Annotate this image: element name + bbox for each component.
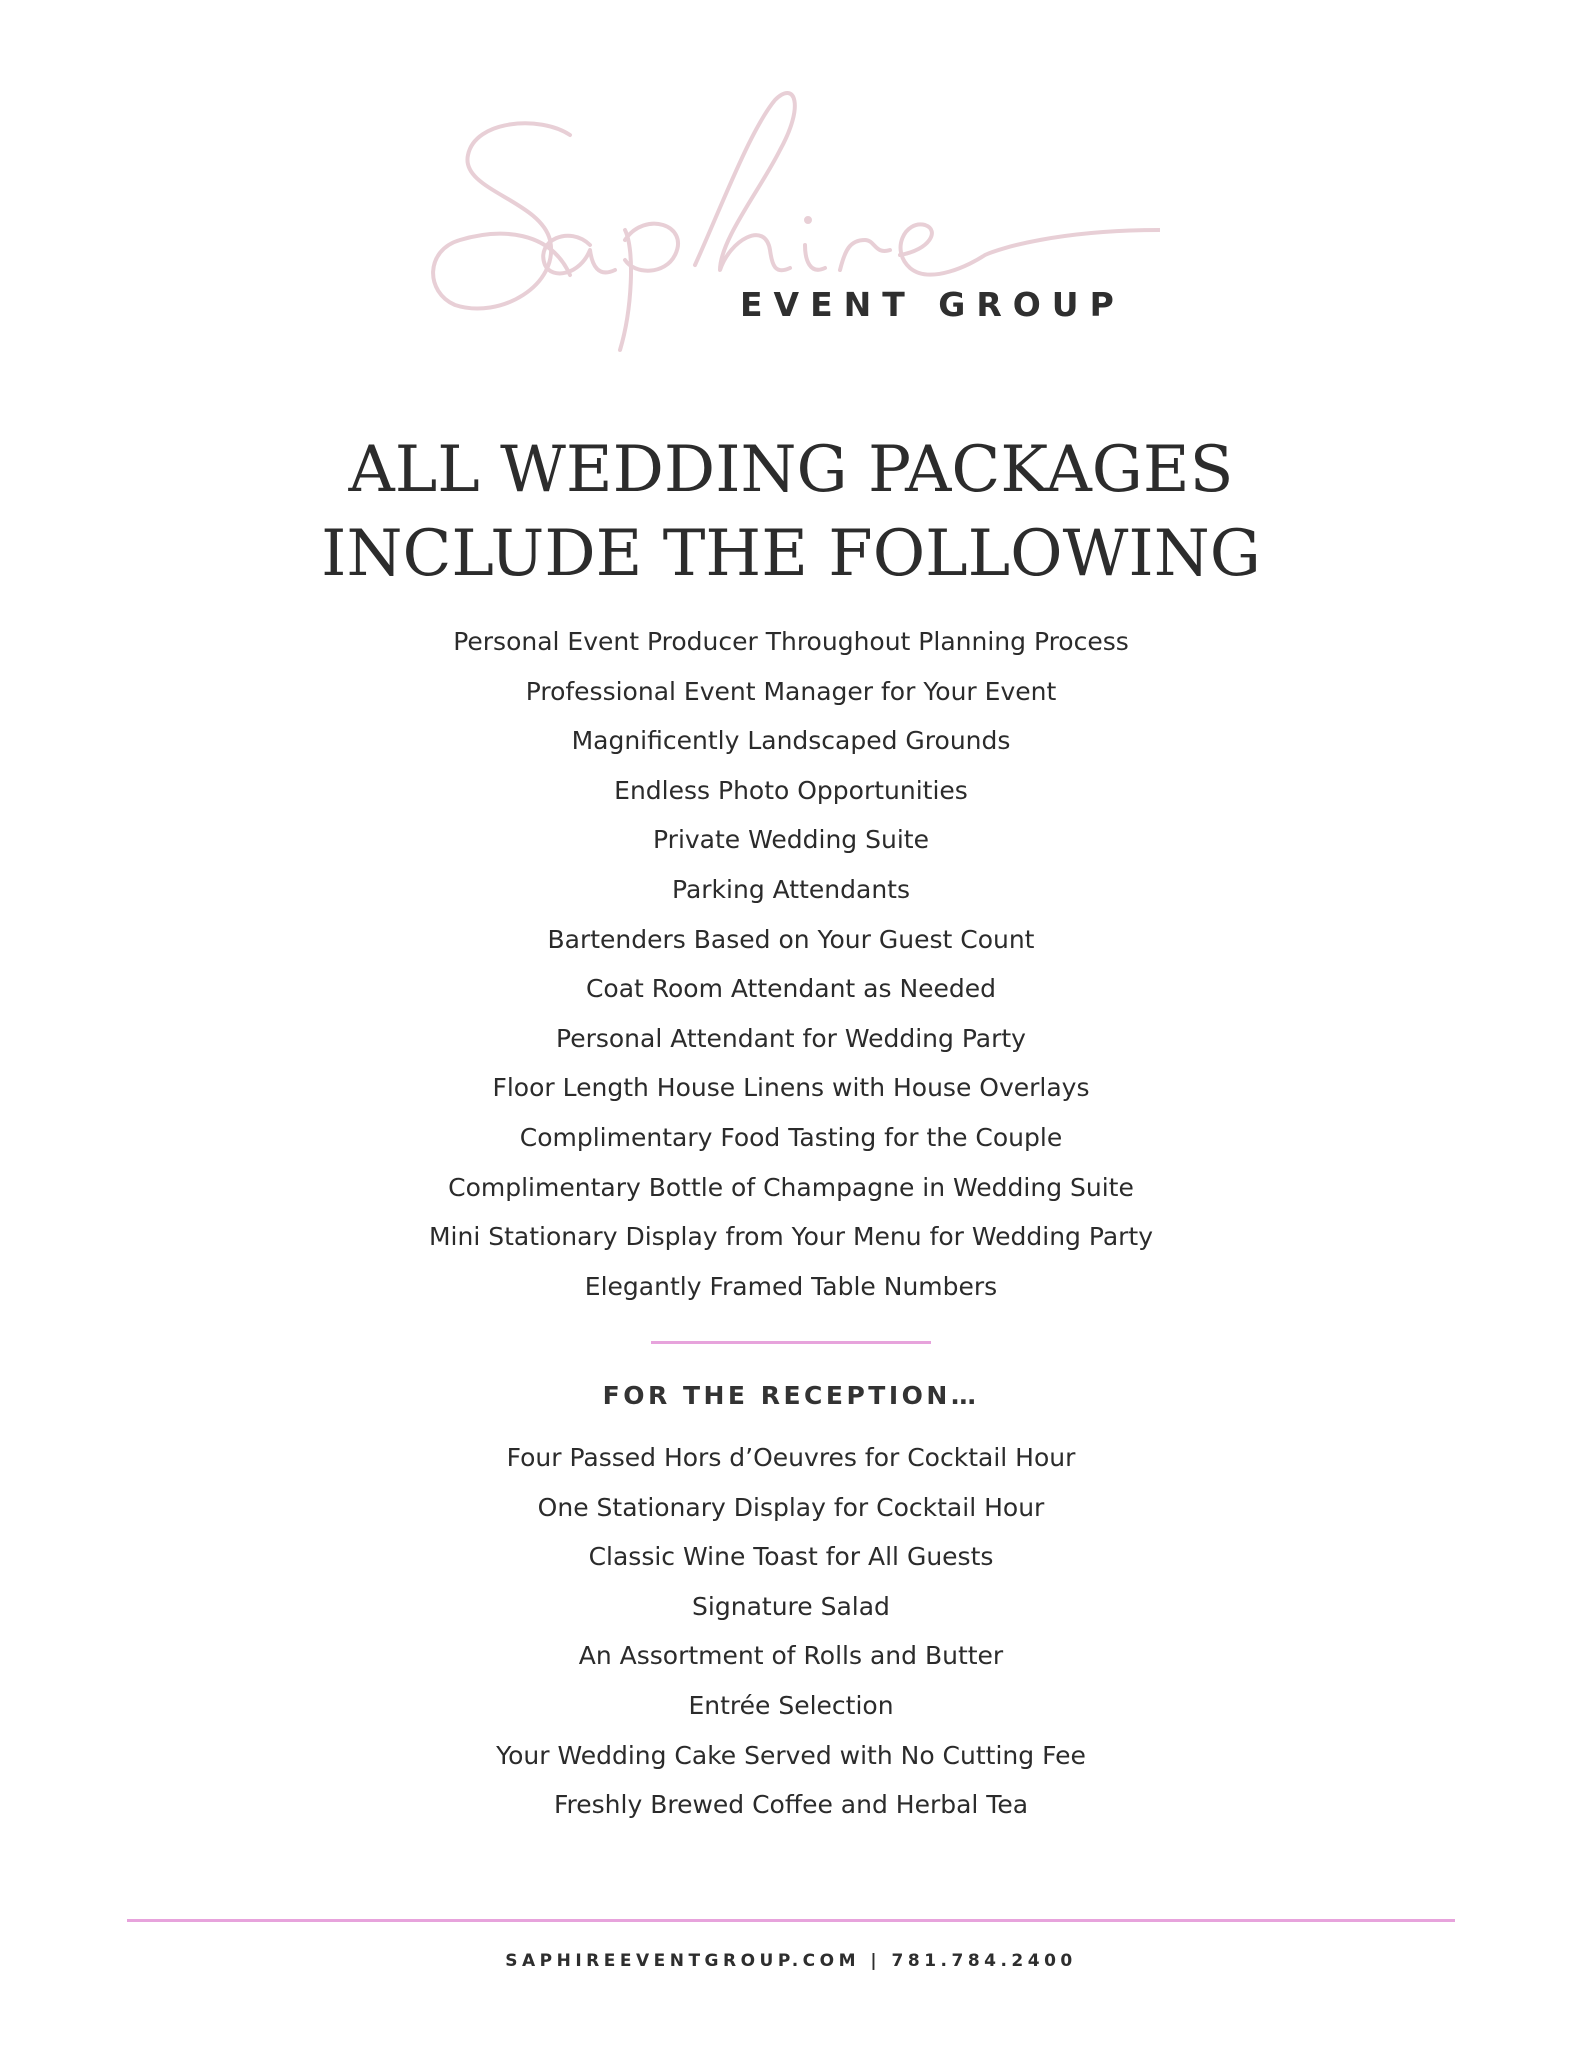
- list-item: Complimentary Food Tasting for the Couple: [519, 1122, 1063, 1152]
- page-title: [0, 428, 1582, 596]
- list-item: Your Wedding Cake Served with No Cutting Fee: [496, 1740, 1086, 1770]
- list-item: Elegantly Framed Table Numbers: [584, 1271, 998, 1301]
- brand-logo: [420, 80, 1160, 360]
- list-item: One Stationary Display for Cocktail Hour: [537, 1492, 1045, 1522]
- list-item: Bartenders Based on Your Guest Count: [547, 924, 1035, 954]
- list-item: Complimentary Bottle of Champagne in Wedding Suite: [448, 1172, 1134, 1202]
- list-item: Floor Length House Linens with House Overlays: [492, 1073, 1090, 1103]
- list-item: An Assortment of Rolls and Butter: [578, 1641, 1004, 1671]
- list-item: Professional Event Manager for Your Event: [525, 676, 1057, 706]
- list-item: Coat Room Attendant as Needed: [585, 974, 997, 1004]
- list-item: Entrée Selection: [688, 1690, 894, 1720]
- section-divider: [651, 1341, 931, 1344]
- reception-items-list: [0, 1433, 1582, 1830]
- footer-divider: [127, 1919, 1455, 1922]
- title-line-1: ALL WEDDING PACKAGES: [348, 433, 1234, 507]
- list-item: Private Wedding Suite: [653, 825, 929, 855]
- list-item: Parking Attendants: [672, 874, 910, 904]
- list-item: Personal Attendant for Wedding Party: [556, 1023, 1026, 1053]
- logo-subtitle: EVENT GROUP: [740, 285, 1125, 324]
- list-item: Signature Salad: [692, 1591, 890, 1621]
- list-item: Mini Stationary Display from Your Menu for Wedding Party: [428, 1222, 1154, 1252]
- list-item: Four Passed Hors d’Oeuvres for Cocktail Hour: [506, 1443, 1076, 1472]
- reception-heading: FOR THE RECEPTION…: [602, 1381, 980, 1410]
- list-item: Classic Wine Toast for All Guests: [588, 1542, 994, 1572]
- included-items-list: [0, 617, 1582, 1311]
- list-item: Endless Photo Opportunities: [614, 775, 968, 805]
- title-line-2: INCLUDE THE FOLLOWING: [321, 517, 1261, 591]
- footer-contact: SAPHIREEVENTGROUP.COM | 781.784.2400: [505, 1951, 1077, 1971]
- list-item: Personal Event Producer Throughout Planning Process: [453, 627, 1129, 656]
- list-item: Freshly Brewed Coffee and Herbal Tea: [553, 1790, 1029, 1820]
- list-item: Magnificently Landscaped Grounds: [571, 726, 1011, 756]
